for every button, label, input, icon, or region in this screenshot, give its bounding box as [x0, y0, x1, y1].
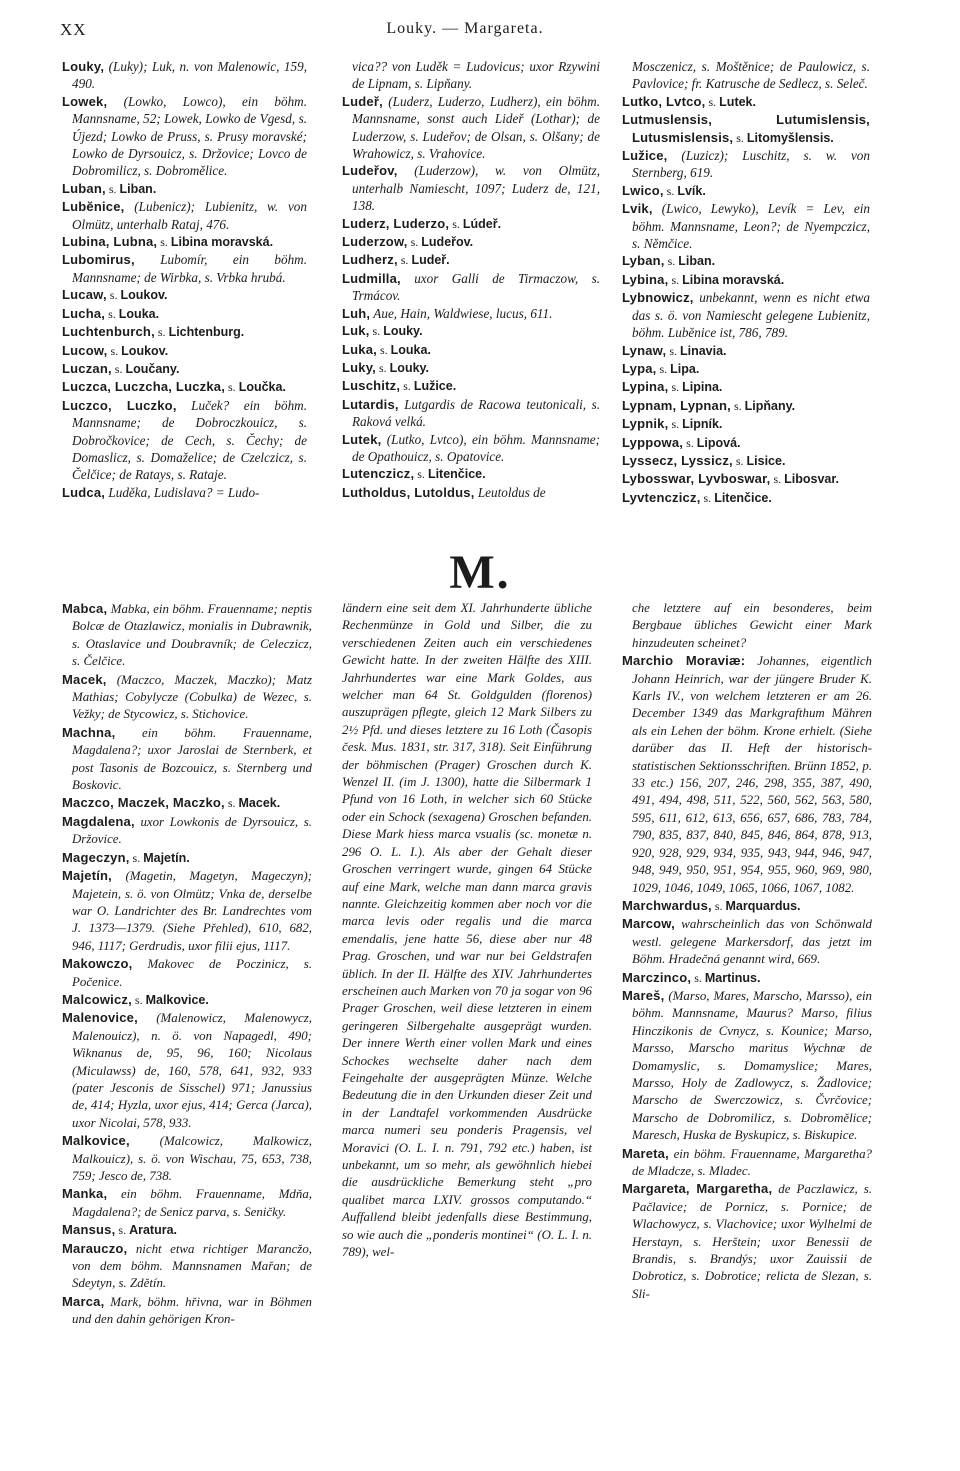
entry-text: (Lowko, Lowco), ein böhm. Mannsname, 52; Lowek, Lowko de Vgesd, s. Újezd; Lowko de Pruss, s. Prusy moravské; Lowko de Dyrsouicz, s. Držovice; Lovco de Dobromilicz, s. Dobromělice.	[72, 93, 307, 179]
entry-text: s.	[407, 235, 422, 250]
dictionary-entry	[622, 1180, 872, 1303]
entry-headword: Lowek,	[62, 93, 108, 109]
entry-text: s.	[111, 361, 126, 376]
dictionary-entry	[62, 1240, 312, 1293]
dictionary-entry	[62, 342, 307, 360]
dictionary-entry	[622, 182, 870, 200]
entry-cross-reference: Loukov.	[121, 343, 169, 358]
entry-cross-reference: Ludeřov.	[421, 235, 474, 250]
entry-cross-reference: Lisice.	[746, 453, 786, 468]
entry-headword: Luka,	[342, 341, 377, 357]
entry-headword: Maczco, Maczek, Maczko,	[62, 795, 225, 811]
entry-headword: Lubomirus,	[62, 252, 135, 268]
entry-headword: Luderz, Luderzo,	[342, 215, 450, 231]
entry-headword: Marczinco,	[622, 969, 692, 985]
entry-text: s.	[683, 435, 697, 450]
entry-text: Mosczenicz, s. Moštěnice; de Paulowicz, s. Pavlovice; fr. Katrusche de Sedlecz, s. Seleč.	[632, 59, 870, 92]
entry-cross-reference: Lipová.	[696, 435, 741, 450]
entry-headword: Luban,	[62, 180, 106, 196]
running-head-title: Louky. — Margareta.	[386, 20, 544, 37]
entry-text: s.	[705, 94, 720, 109]
entry-text: Lutgardis de Racowa teutonicali, s. Raková velká.	[352, 396, 600, 430]
entry-cross-reference: Libina moravská.	[170, 235, 274, 250]
entry-cross-reference: Litenčice.	[714, 490, 772, 505]
dictionary-entry	[62, 1185, 312, 1221]
column-left-bottom	[62, 600, 312, 1329]
entry-text: uxor Lowkonis de Dyrsouicz, s. Držovice.	[72, 814, 312, 847]
entry-headword: Lubĕnice,	[62, 199, 125, 215]
entry-cross-reference: Marquardus.	[725, 898, 801, 913]
entry-text: s.	[106, 288, 121, 303]
entry-text: Mark, böhm. hřivna, war in Böhmen und den dahin gehörigen Kron-	[72, 1294, 312, 1327]
entry-cross-reference: Libosvar.	[784, 472, 840, 487]
dictionary-entry	[62, 180, 307, 198]
entry-headword: Manka,	[62, 1186, 108, 1202]
entry-cross-reference: Majetín.	[143, 850, 190, 865]
entry-cross-reference: Lužice.	[413, 379, 457, 394]
dictionary-entry	[62, 1009, 312, 1132]
entry-headword: Lypnam, Lypnan,	[622, 397, 731, 413]
dictionary-entry	[62, 305, 307, 323]
entry-headword: Magdalena,	[62, 813, 135, 829]
entry-headword: Luderzow,	[342, 234, 408, 250]
entry-text: Mabka, ein böhm. Frauenname; neptis Bolcæ de Otazlawicz, monialis in Dubrawnik, s. Otaslavice und Doubravník; de Celeczicz, s. Čelčice.	[72, 602, 312, 669]
dictionary-entry	[622, 58, 870, 93]
dictionary-entry	[342, 396, 600, 431]
dictionary-entry	[342, 58, 600, 93]
dictionary-entry	[622, 397, 870, 415]
entry-text: (Luzicz); Luschitz, s. w. von Sternberg, 619.	[632, 148, 870, 181]
entry-text: s.	[376, 342, 391, 357]
entry-headword: Marauczo,	[62, 1240, 128, 1256]
dictionary-entry	[622, 434, 870, 452]
entry-headword: Mansus,	[62, 1222, 116, 1238]
entry-text: s.	[414, 467, 428, 482]
entry-text: Lubomír, ein böhm. Mannsname; de Wirbka, s. Vrbka hrubá.	[72, 252, 307, 285]
dictionary-entry	[622, 360, 870, 378]
entry-cross-reference: Aratura.	[129, 1223, 178, 1238]
entry-headword: Lypa,	[622, 360, 657, 376]
dictionary-entry	[622, 600, 872, 652]
column-right-top	[622, 58, 870, 507]
entry-text: s.	[115, 1223, 130, 1238]
dictionary-entry	[62, 286, 307, 304]
dictionary-entry	[62, 58, 307, 93]
dictionary-entry	[622, 452, 870, 470]
dictionary-entry	[622, 93, 870, 111]
entry-headword: Margareta, Margaretha,	[622, 1181, 773, 1197]
entry-cross-reference: Lúdeř.	[462, 216, 502, 231]
dictionary-entry	[62, 360, 307, 378]
dictionary-entry	[62, 397, 307, 484]
dictionary-entry	[342, 251, 600, 269]
entry-cross-reference: Malkovice.	[145, 992, 209, 1007]
dictionary-entry	[342, 305, 600, 322]
entry-cross-reference: Lipňany.	[744, 398, 796, 413]
entry-headword: Lucow,	[62, 342, 108, 358]
dictionary-entry	[62, 724, 312, 795]
dictionary-entry	[62, 251, 307, 286]
entry-headword: Lutmuslensis, Lutumislensis, Lutusmislensis,	[622, 112, 870, 145]
entry-headword: Mareš,	[622, 987, 665, 1003]
dictionary-entry	[622, 342, 870, 360]
entry-headword: Macek,	[62, 671, 107, 687]
entry-headword: Malenovice,	[62, 1010, 138, 1026]
dictionary-entry	[342, 93, 600, 163]
entry-headword: Lypina,	[622, 379, 669, 395]
entry-headword: Lybosswar, Lyvboswar,	[622, 471, 771, 487]
entry-text: s.	[732, 453, 747, 468]
entry-headword: Lvik,	[622, 201, 653, 217]
entry-text: s.	[107, 343, 122, 358]
dictionary-entry	[62, 378, 307, 396]
dictionary-entry	[62, 1132, 312, 1185]
entry-cross-reference: Lipník.	[682, 417, 723, 432]
dictionary-entry	[62, 1293, 312, 1329]
entry-headword: Lwico,	[622, 182, 664, 198]
entry-headword: Lutek,	[342, 431, 382, 447]
entry-headword: Luk,	[342, 323, 370, 339]
entry-text: ein böhm. Frauenname, Margaretha? de Mladcze, s. Mladec.	[632, 1146, 872, 1178]
entry-cross-reference: Lutek.	[719, 94, 756, 109]
entry-cross-reference: Linavia.	[679, 343, 727, 358]
entry-cross-reference: Martinus.	[704, 970, 761, 985]
dictionary-entry	[62, 233, 307, 251]
entry-text: (Marso, Mares, Marscho, Marsso), ein böhm. Mannsname, Maurus? Marso, filius Hinczikonis de Cvnycz, s. Kounice; Marso, Marsso, Marscho maritus Wychnæ de Domamyslic, s. Domamyslice; Mares, Marsso, Holy de Zadlowycz, s. Žadlovice; Marscho de Swerczowicz, s. Čvrčovice; Marscho de Dobromilicz, s. Dobromělice; Maresch, Huska de Byskupicz, s. Biskupice.	[632, 988, 872, 1143]
entry-text: s.	[397, 253, 412, 268]
entry-headword: Malkovice,	[62, 1133, 130, 1149]
entry-text: (Lubenicz); Lubienitz, w. von Olmütz, unterhalb Rataj, 476.	[72, 199, 307, 232]
entry-text: s.	[129, 850, 144, 865]
dictionary-entry	[62, 991, 312, 1009]
dictionary-entry	[62, 813, 312, 849]
entry-headword: Luschitz,	[342, 378, 401, 394]
entry-headword: Louky,	[62, 59, 105, 74]
dictionary-entry	[62, 794, 312, 812]
entry-text: s.	[730, 398, 745, 413]
entry-text: s.	[664, 254, 679, 269]
entry-headword: Lynaw,	[622, 342, 667, 358]
entry-cross-reference: Lvík.	[677, 183, 706, 198]
entry-cross-reference: Macek.	[238, 796, 281, 811]
entry-headword: Makowczo,	[62, 956, 133, 972]
entry-text: (Luderzow), w. von Olmütz, unterhalb Namiescht, 1097; Luderz de, 121, 138.	[352, 163, 600, 214]
entry-text: nicht etwa richtiger Marancžo, von dem böhm. Mannsnamen Mařan; de Sdeytyn, s. Zdětín.	[72, 1241, 312, 1291]
entry-headword: Luczan,	[62, 360, 112, 376]
entry-text: (Malenowicz, Malenowycz, Malenouicz), n. ö. von Napagedl, 490; Wiknanus de, 95, 96, 160; Nicolaus (Miculawss) de, 160, 578, 641, 932, 933 (pater Jesconis de Sisschel) 971; Janussius de, 414; Hyzla, uxor ejus, 414; Gerca (Jarca), uxor Nicolai, 578, 933.	[72, 1011, 312, 1130]
dictionary-entry	[342, 431, 600, 466]
dictionary-entry	[342, 270, 600, 305]
entry-text: (Lwico, Lewyko), Levík = Lev, ein böhm. Mannsname, Leon?; de Nyempczicz, s. Němčice.	[632, 201, 870, 252]
entry-headword: Malcowicz,	[62, 991, 132, 1007]
entry-headword: Majetín,	[62, 868, 112, 884]
dictionary-entry	[62, 198, 307, 233]
entry-headword: Lyvtenczicz,	[622, 489, 701, 505]
entry-cross-reference: Lipa.	[670, 361, 700, 376]
entry-text: s.	[400, 379, 414, 394]
dictionary-entry	[622, 652, 872, 897]
entry-text: s.	[154, 325, 169, 340]
entry-headword: Lutko, Lvtco,	[622, 93, 706, 109]
dictionary-entry	[342, 322, 600, 340]
entry-headword: Ludeřov,	[342, 163, 398, 179]
entry-headword: Lybnowicz,	[622, 290, 694, 306]
entry-text: (Maczco, Maczek, Maczko); Matz Mathias; Cobylycze (Cobulka) de Wezec, s. Vežky; de Stycowicz, s. Stichovice.	[72, 672, 312, 722]
column-middle-top	[342, 58, 600, 501]
entry-text: che letztere auf ein besonderes, beim Bergbaue übliches Gewicht einer Mark hinzudeuten scheinet?	[632, 601, 872, 650]
entry-headword: Lyppowa,	[622, 434, 684, 450]
entry-text: ein böhm. Frauenname, Mdňa, Magdalena?; de Senicz parva, s. Seničky.	[72, 1187, 312, 1219]
entry-cross-reference: Loučany.	[125, 361, 180, 376]
entry-text: s.	[700, 490, 715, 505]
entry-headword: Lyban,	[622, 253, 665, 269]
dictionary-entry	[622, 915, 872, 968]
dictionary-entry	[342, 359, 600, 377]
entry-headword: Mabca,	[62, 601, 108, 616]
dictionary-entry	[622, 969, 872, 987]
entry-text: s.	[668, 272, 683, 287]
entry-cross-reference: Louka.	[118, 306, 160, 321]
entry-text: (Luderz, Luderzo, Ludherz), ein böhm. Mannsname, sonst auch Lideř (Lothar); de Luderzow, s. Ludeřov; de Olsan, s. Olšany; de Wrahowicz, s. Vrahovice.	[352, 93, 600, 162]
entry-cross-reference: Litomyšlensis.	[746, 130, 834, 145]
entry-headword: Mareta,	[622, 1145, 669, 1161]
entry-headword: Luchtenburch,	[62, 324, 155, 340]
entry-cross-reference: Louky.	[389, 360, 430, 375]
entry-text: s.	[733, 130, 747, 145]
entry-cross-reference: Ludeř.	[411, 253, 450, 268]
entry-headword: Marchio Moraviæ:	[622, 653, 746, 669]
entry-cross-reference: Liban.	[119, 181, 157, 196]
entry-cross-reference: Loučka.	[238, 380, 286, 395]
entry-text: s.	[225, 380, 239, 395]
entry-headword: Marchwardus,	[622, 897, 712, 913]
dictionary-entry	[342, 341, 600, 359]
dictionary-entry	[342, 484, 600, 501]
entry-headword: Lutholdus, Lutoldus,	[342, 484, 475, 500]
dictionary-entry	[62, 600, 312, 671]
entry-text: s.	[376, 360, 390, 375]
entry-cross-reference: Libina moravská.	[682, 272, 785, 287]
entry-headword: Lutardis,	[342, 396, 399, 412]
entry-text: Makovec de Poczinicz, s. Počenice.	[72, 957, 312, 989]
column-right-bottom	[622, 600, 872, 1303]
entry-headword: Lužice,	[622, 148, 668, 164]
entry-headword: Ludeř,	[342, 93, 383, 109]
entry-headword: Luky,	[342, 359, 376, 375]
entry-cross-reference: Lipina.	[682, 380, 723, 395]
entry-text: s.	[668, 417, 683, 432]
page-number: XX	[60, 20, 87, 39]
dictionary-entry	[622, 489, 870, 507]
entry-text: wahrscheinlich das von Schönwald westl. gelegene Markersdorf, das jetzt im Böhm. Hradečná genannt wird, 669.	[632, 917, 872, 967]
entry-text: uxor Galli de Tirmaczow, s. Trmácov.	[352, 270, 600, 304]
entry-text: Leutoldus de	[474, 484, 546, 500]
entry-text: s.	[668, 380, 683, 395]
entry-headword: Marcow,	[622, 916, 675, 932]
entry-cross-reference: Louky.	[383, 324, 423, 339]
dictionary-entry	[342, 465, 600, 483]
entry-headword: Ludmilla,	[342, 270, 401, 286]
dictionary-entry	[62, 93, 307, 180]
entry-cross-reference: Litenčice.	[427, 467, 486, 482]
entry-headword: Luczca, Luczcha, Luczka,	[62, 379, 226, 395]
dictionary-entry	[622, 1145, 872, 1181]
dictionary-entry	[342, 162, 600, 214]
entry-text: s.	[224, 796, 239, 811]
entry-headword: Lyssecz, Lyssicz,	[622, 452, 733, 468]
dictionary-entry	[622, 470, 870, 488]
entry-headword: Marca,	[62, 1293, 105, 1309]
entry-text: s.	[105, 306, 119, 321]
entry-text: Luděka, Ludislava? = Ludo-	[105, 484, 260, 500]
entry-text: s.	[157, 235, 171, 250]
entry-headword: Lubina, Lubna,	[62, 234, 158, 250]
entry-text: s.	[666, 343, 680, 358]
dictionary-entry	[62, 323, 307, 341]
dictionary-entry	[622, 987, 872, 1145]
dictionary-entry	[62, 671, 312, 724]
dictionary-entry	[622, 147, 870, 182]
entry-text: (Magetin, Magetyn, Mageczyn); Majetein, s. ö. von Olmütz; Vnka de, derselbe war O. Landrichter des Br. Landrechtes vom J. 1373—1379. (Siehe Přehled), 610, 682, 946, 1117; Gerdrudis, uxor filii ejus, 1117.	[72, 869, 312, 953]
entry-text: (Malcowicz, Malkowicz, Malkouicz), s. ö. von Wischau, 75, 653, 738, 759; Jesco de, 738.	[72, 1134, 312, 1183]
dictionary-entry	[622, 200, 870, 252]
entry-headword: Lybina,	[622, 271, 669, 287]
dictionary-entry	[62, 1221, 312, 1239]
entry-text: s.	[770, 472, 785, 487]
entry-text: s.	[691, 970, 705, 985]
entry-text: Johannes, eigentlich Johann Heinrich, war der jüngere Bruder K. Karls IV., von welchem letzteren er am 26. December 1349 das Markgrafthum Mähren als ein Lehen der böhm. Krone erhielt. (Siehe darüber das II. Heft der historisch-statistischen Sektionsschriften. Brünn 1852, p. 33 etc.) 156, 207, 246, 298, 355, 387, 490, 491, 494, 498, 511, 522, 560, 562, 563, 580, 595, 611, 612, 613, 656, 657, 686, 783, 784, 790, 835, 837, 840, 845, 846, 864, 878, 913, 920, 928, 929, 934, 935, 943, 944, 946, 947, 948, 949, 950, 951, 954, 955, 960, 969, 980, 1029, 1046, 1049, 1065, 1066, 1067, 1082.	[632, 654, 872, 895]
entry-text: s.	[663, 183, 678, 198]
entry-headword: Lucha,	[62, 305, 106, 321]
entry-text: (Lutko, Lvtco), ein böhm. Mannsname; de Opathouicz, s. Opatovice.	[352, 431, 600, 464]
dictionary-entry	[342, 233, 600, 251]
dictionary-entry	[62, 484, 307, 501]
entry-text: s.	[105, 181, 120, 196]
entry-headword: Luh,	[342, 305, 371, 321]
entry-text: Luček? ein böhm. Mannsname; de Dobroczkouicz, s. Dobročkovice; de Cech, s. Čechy; de Domaslicz, s. Domaželice; de Czelczicz, s. Čelčice; de Ratays, s. Rataje.	[72, 397, 308, 483]
entry-cross-reference: Lichtenburg.	[168, 325, 245, 340]
entry-headword: Lypnik,	[622, 416, 669, 432]
dictionary-entry	[62, 867, 312, 955]
entry-headword: Machna,	[62, 724, 116, 740]
dictionary-entry	[342, 377, 600, 395]
entry-headword: Lucaw,	[62, 287, 107, 303]
entry-text: s.	[131, 992, 146, 1007]
dictionary-entry	[342, 215, 600, 233]
entry-text: ein böhm. Frauenname, Magdalena?; uxor Jaroslai de Sternberk, et post Tasonis de Bozcouicz, s. Sternberg und Boskovic.	[72, 725, 312, 793]
dictionary-entry	[622, 897, 872, 915]
section-letter-heading: M.	[449, 546, 511, 599]
entry-text: s.	[449, 216, 463, 231]
dictionary-entry	[62, 955, 312, 991]
entry-text: de Paczlawicz, s. Pačlavice; de Pornicz, s. Pornice; de Wlachowycz, s. Vlachovice; uxor Wylhelmi de Herstayn, s. Herštein; uxor Benessii de Brandis, s. Brandýs; uxor Zauissii de Dobroticz, s. Dobrotice; relicta de Slezan, s. Sli-	[632, 1182, 872, 1301]
dictionary-entry	[622, 111, 870, 147]
entry-headword: Ludherz,	[342, 252, 398, 268]
dictionary-entry	[622, 271, 870, 289]
dictionary-entry	[622, 289, 870, 341]
entry-text: Aue, Hain, Waldwiese, lucus, 611.	[370, 305, 553, 321]
entry-headword: Mageczyn,	[62, 849, 130, 865]
dictionary-entry	[622, 378, 870, 396]
entry-text: (Luky); Luk, n. von Malenowic, 159, 490.	[72, 59, 307, 92]
entry-text: vica?? von Luděk = Ludovicus; uxor Rzywini de Lipnam, s. Lipňany.	[352, 59, 600, 92]
column-middle-bottom	[342, 600, 592, 1261]
column-left-top	[62, 58, 307, 501]
entry-cross-reference: Loukov.	[120, 288, 168, 303]
running-header	[60, 14, 870, 44]
entry-cross-reference: Liban.	[678, 254, 716, 269]
entry-headword: Ludca,	[62, 484, 106, 500]
dictionary-entry	[62, 849, 312, 867]
entry-text: s.	[369, 324, 384, 339]
marca-continuation-text: ländern eine seit dem XI. Jahrhunderte übliche Rechenmünze in Gold und Silber, die zu verschiedenen Zeiten auch ein verschiedenes Gewicht hatte. In der zweiten Hälfte des XIII. Jahrhundertes war eine Mark Goldes, aus welcher man 64 St. Goldgulden (florenos) auszuprägen pflegte, gleich 12 Mark Silbers zu 2½ Pfd. und dieses letztere zu 16 Loth (Časopis česk. Mus. 1831, str. 317, 318). Seit Einführung der böhmischen (Prager) Groschen durch K. Wenzel II. (im J. 1300), hatte die Silbermark 1 Pfund von 16 Loth, in welcher sich 60 Stücke oder ein Schock (sexagena) Groschen befanden. Diese Mark hiess marca vsualis (sc. monetæ n. 296 O. L. I.). Als aber der Gehalt dieser Groschen verringert wurde, gingen 64 Stücke auf eine Mark, welche man dann marca gravis nannte. Gleichzeitig kommen aber noch vor die marca levis oder regalis und die marca emendalis, jene hatte 56, diese aber nur 48 Prag. Groschen, und war nur bei Geldstrafen üblich. In der II. Hälfte des XIV. Jahrhundertes erscheinen auch Marken von 70 ja sogar von 96 Prager Groschen, weil diese letzteren in einem geringeren Silbergehalte ausgeprägt wurden. Der innere Werth einer vollen Mark und eines Schockes wechselte daher nach dem Feingehalte der ausgeprägten Münze. Welche Bedeutung die in den Urkunden dieser Zeit und in der Landtafel vorkommenden Ausdrücke marca numeri seu ponderis Pragensis, vel Moravici (O. L. I. n. 791, 792 etc.) haben, ist unbekannt, um so mehr, als gewöhnlich hiebei die ausdrückliche Bemerkung steht „pro qualibet marca LXIV. grossos computando.“ Auffallend bleibt jedenfalls diese Bestimmung, so wie auch die „ponderis montinei“ (O. L. I. n. 789), wel-	[342, 601, 592, 1260]
entry-text: s.	[656, 361, 671, 376]
dictionary-entry	[622, 415, 870, 433]
entry-headword: Luczco, Luczko,	[62, 397, 177, 413]
entry-cross-reference: Louka.	[390, 342, 431, 357]
dictionary-entry	[622, 252, 870, 270]
entry-headword: Lutenczicz,	[342, 466, 415, 482]
entry-text: s.	[711, 898, 726, 913]
entry-text: unbekannt, wenn es nicht etwa das s. ö. von Namiescht gelegene Lubienitz, böhm. Lubĕnice ist, 786, 789.	[632, 290, 870, 341]
